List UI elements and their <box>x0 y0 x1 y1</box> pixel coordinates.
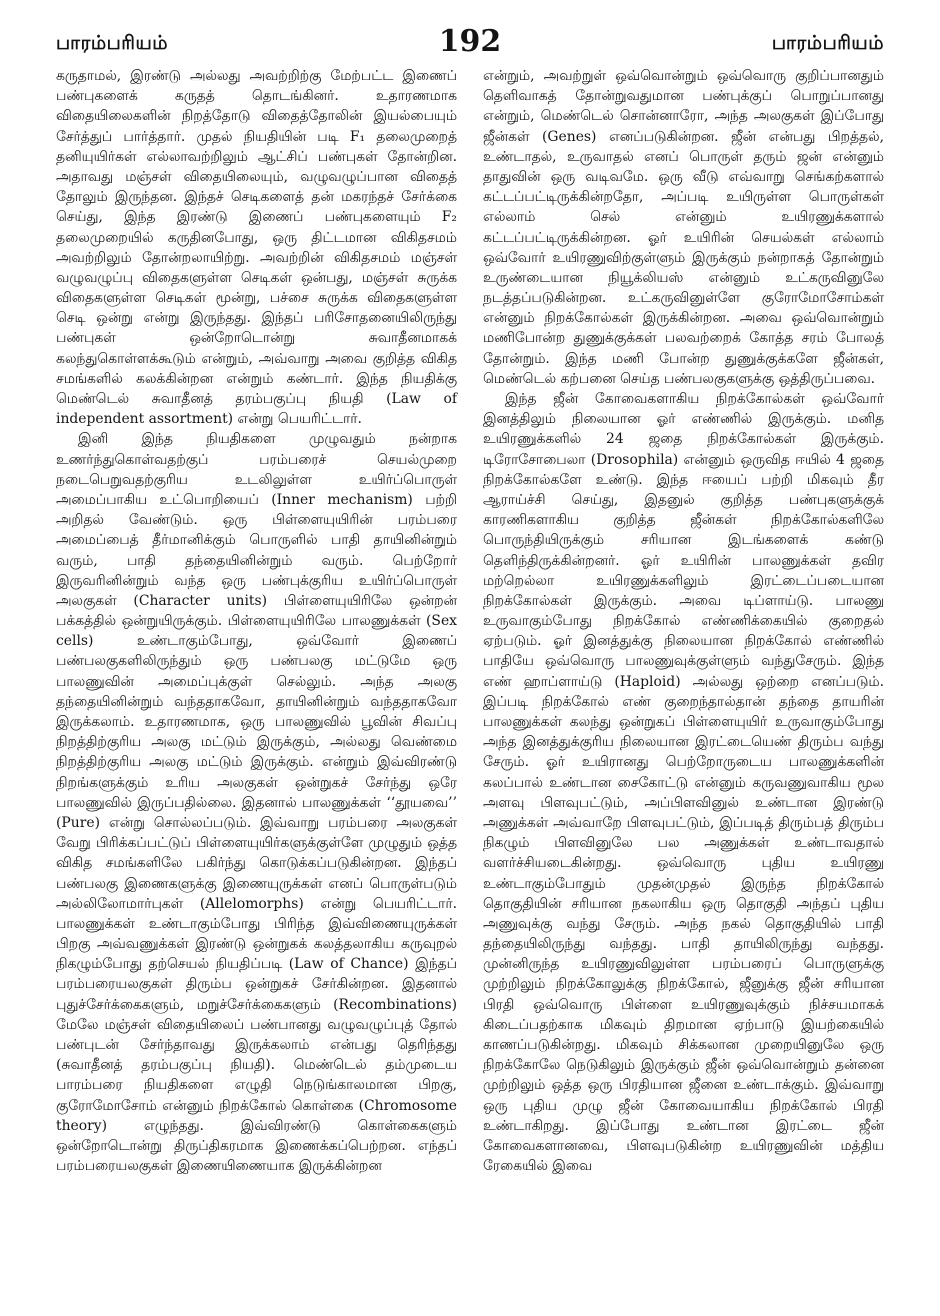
left-column <box>56 66 457 1176</box>
page-number: 192 <box>438 24 502 59</box>
running-title-right: பாரம்பரியம் <box>771 32 884 54</box>
paragraph-right-2: இந்த ஜீன் கோவைகளாகிய நிறக்கோல்கள் ஒவ்வோர் இனத்திலும் நிலையான ஓர் எண்ணில் இருக்கும். மனித உயிரணுக்களில் 24 ஜதை நிறக்கோல்கள் இருக்கும். டிரோசோபைலா (Drosophila) என்னும் ஒருவித ஈயில் 4 ஜதை நிறக்கோல்களே உண்டு. இந்த ஈயைப் பற்றி மிகவும் தீர ஆராய்ச்சி செய்து, இதனுல் குறித்த பண்புகளுக்குக் காரணிகளாகிய குறித்த ஜீன்கள் நிறக்கோல்களிலே பொருந்தியிருக்கும் சரியான இடங்களைக் கண்டு தெளிந்திருக்கின்றனர். ஓர் உயிரின் பாலணுக்கள் தவிர மற்றெல்லா உயிரணுக்களிலும் இரட்டைப்படையான நிறக்கோல்கள் இருக்கும். அவை டிப்ளாய்டு. பாலணு உருவாகும்போது நிறக்கோல் எண்ணிக்கையில் குறைதல் ஏற்படும். ஓர் இனத்துக்கு நிலையான நிறக்கோல் எண்ணில் பாதியே ஒவ்வொரு பாலணுவுக்குள்ளும் வந்துசேரும். இந்த எண் ஹாப்ளாய்டு (Haploid) அல்லது ஒற்றை எனப்படும். இப்படி நிறக்கோல் எண் குறைந்தால்தான் தந்தை தாயரின் பாலணுக்கள் கலந்து ஒன்றுகப் பிள்ளையுயிர் உருவாகும்போது அந்த இனத்துக்குரிய நிலையான இரட்டையெண் திரும்ப வந்து சேரும். ஓர் உயிரானது பெற்றோருடைய பாலணுக்களின் கலப்பால் உண்டான சைகோட்டு என்னும் கருவணுவாகிய மூல அளவு பிளவுபட்டும், அப்பிளவினுல் உண்டான இரண்டு அணுக்கள் அவ்வாறே பிளவுபட்டும், இப்படித் திரும்பத் திரும்ப நிகழும் பிளவினுலே பல அணுக்கள் உண்டாவதால் வளர்ச்சியடைகின்றது. ஒவ்வொரு புதிய உயிரணு உண்டாகும்போதும் முதன்முதல் இருந்த நிறக்கோல் தொகுதியின் சரியான நகலாகிய ஒரு தொகுதி அந்தப் புதிய அணுவுக்கு வந்து சேரும். அந்த நகல் தொகுதியில் பாதி தந்தையிலிருந்து வந்தது. பாதி தாயிலிருந்து வந்தது. முன்னிருந்த உயிரணுவிலுள்ள பரம்பரைப் பொருளுக்கு முற்றிலும் நிறக்கோலுக்கு நிறக்கோல், ஜீனுக்கு ஜீன் சரியான பிரதி ஒவ்வொரு பிள்ளை உயிரணுவுக்கும் நிச்சயமாகக் கிடைப்பதற்காக மிகவும் திறமான ஏற்பாடு இயற்கையில் காணப்படுகின்றது. மிகவும் சிக்கலான முறையினுலே ஒரு நிறக்கோலே நெடுகிலும் இருக்கும் ஜீன் ஒவ்வொன்றும் தன்னை முற்றிலும் ஒத்த ஒரு பிரதியான ஜீனை உண்டாக்கும். இவ்வாறு ஒரு புதிய முழு ஜீன் கோவையாகிய நிறக்கோல் பிரதி உண்டாகிறது. இப்போது உண்டான இரட்டை ஜீன் கோவைகளானவை, பிளவுபடுகின்ற உயிரணுவின் மத்திய ரேகையில் இவை <box>483 391 884 1175</box>
paragraph-left-2: இனி இந்த நியதிகளை முழுவதும் நன்றாக உணர்ந்துகொள்வதற்குப் பரம்பரைச் செயல்முறை நடைபெறுவதற்குரிய உடலிலுள்ள உயிர்ப்பொருள் அமைப்பாகிய உட்பொறியைப் (Inner mechanism) பற்றி அறிதல் வேண்டும். ஒரு பிள்ளையுயிரின் பரம்பரை அமைப்பைத் தீர்மானிக்கும் பொருளில் பாதி தாயினின்றும் வரும், பாதி தந்தையினின்றும் வரும். பெற்றோர் இருவரினின்றும் வந்த ஒரு பண்புக்குரிய உயிர்ப்பொருள் அலகுகள் (Character units) பிள்ளையுயிரிலே ஒன்றன் பக்கத்தில் ஒன்றுயிருக்கும். பிள்ளையுயிரிலே பாலணுக்கள் (Sex cells) உண்டாகும்போது, ஒவ்வோர் இணைப் பண்பலகுகளிலிருந்தும் ஒரு பண்பலகு மட்டுமே ஒரு பாலணுவின் அமைப்புக்குள் செல்லும். அந்த அலகு தந்தையினின்றும் வந்ததாகவோ, தாயினின்றும் வந்ததாகவோ இருக்கலாம். உதாரணமாக, ஒரு பாலணுவில் பூவின் சிவப்பு நிறத்திற்குரிய அலகு மட்டும் இருக்கும், அல்லது வெண்மை நிறத்திற்குரிய அலகு மட்டும் இருக்கும். என்றும் இவ்விரண்டு நிறங்களுக்கும் உரிய அலகுகள் ஒன்றுகச் சேர்ந்து ஒரே பாலணுவில் இருப்பதில்லை. இதனால் பாலணுக்கள் ‘‘தூயவை’’ (Pure) என்று சொல்லப்படும். இவ்வாறு பரம்பரை அலகுகள் வேறு பிரிக்கப்பட்டுப் பிள்ளையுயிர்களுக்குள்ளே முழுதும் ஒத்த விகித சமங்களிலே பகிர்ந்து கொடுக்கப்படுகின்றன. இந்தப் பண்பலகு இணைகளுக்கு இணையுருக்கள் எனப் பொருள்படும் அல்லிலோமார்புகள் (Allelomorphs) என்று பெயரிட்டார். பாலணுக்கள் உண்டாகும்போது பிரிந்த இவ்விணையுருக்கள் பிறகு அவ்வணுக்கள் இரண்டு ஒன்றுகக் கலத்தலாகிய கருவுறல் நிகழும்போது தற்செயல் நியதிப்படி (Law of Chance) இந்தப் பரம்பரையலகுகள் திரும்ப ஒன்றுகச் சேர்கின்றன. இதனால் புதுச்சேர்க்கைகளும், மறுச்சேர்க்கைகளும் (Recombinations) மேலே மஞ்சள் விதையிலைப் பண்பானது வழுவழுப்புத் தோல் பண்புடன் சேர்ந்தாவது இருக்கலாம் என்பது தெரிந்தது (சுவாதீனத் தரம்பகுப்பு நியதி). மெண்டெல் தம்முடைய பாரம்பரை நியதிகளை எழுதி நெடுங்காலமான பிறகு, குரோமோசோம் என்னும் நிறக்கோல் கொள்கை (Chromosome theory) எழுந்தது. இவ்விரண்டு கொள்கைகளும் ஒன்றோடொன்று திருப்திகரமாக இணைக்கப்பெற்றன. எந்தப் பரம்பரையலகுகள் இணையிணையாக இருக்கின்றன <box>56 431 457 1175</box>
paragraph-left-1: கருதாமல், இரண்டு அல்லது அவற்றிற்கு மேற்பட்ட இணைப் பண்புகளைக் கருதத் தொடங்கினர். உதாரணமாக விதையிலைகளின் நிறத்தோடு விதைத்தோலின் இயல்பையும் சேர்த்துப் பார்த்தார். முதல் நியதியின் படி F₁ தலைமுறைத் தனியுயிர்கள் எல்லாவற்றிலும் ஆட்சிப் பண்புகள் தோன்றின. அதாவது மஞ்சள் விதையிலையும், வழுவழுப்பான விதைத் தோலும் இருந்தன. இந்தச் செடிகளைத் தன் மகரந்தச் சேர்க்கை செய்து, இந்த இரண்டு இணைப் பண்புகளையும் F₂ தலைமுறையில் கருதினபோது, ஒரு திட்டமான விகிதசமம் அவற்றிலும் தோன்றலாயிற்று. அவற்றின் விகிதசமம் மஞ்சள் வழுவழுப்பு விதைகளுள்ள செடிகள் ஒன்பது, மஞ்சள் சுருக்க விதைகளுள்ள செடிகள் மூன்று, பச்சை சுருக்க விதைகளுள்ள செடி ஒன்று என்று இருந்தது. இந்தப் பரிசோதனையிலிருந்து பண்புகள் ஒன்றோடொன்று சுவாதீனமாகக் கலந்துகொள்ளக்கூடும் என்றும், அவ்வாறு அவை குறித்த விகித சமங்களில் கலக்கின்றன என்றும் கண்டார். இந்த நியதிக்கு மெண்டெல் சுவாதீனத் தரம்பகுப்பு நியதி (Law of independent assortment) என்று பெயரிட்டார். <box>56 68 457 428</box>
page-header <box>56 10 884 66</box>
running-title-left: பாரம்பரியம் <box>56 32 169 54</box>
text-columns <box>56 66 884 1176</box>
paragraph-right-1: என்றும், அவற்றுள் ஒவ்வொன்றும் ஒவ்வொரு குறிப்பானதும் தெளிவாகத் தோன்றுவதுமான பண்புக்குப் பொறுப்பானது என்றும், மெண்டெல் சொன்னாரோ, அந்த அலகுகள் இப்போது ஜீன்கள் (Genes) எனப்படுகின்றன. ஜீன் என்பது பிறத்தல், உண்டாதல், உருவாதல் எனப் பொருள் தரும் ஜன் என்னும் தாதுவின் ஒரு வடிவமே. ஒரு வீடு எவ்வாறு செங்கற்களால் கட்டப்பட்டிருக்கின்றதோ, அப்படி உயிருள்ள பொருள்கள் எல்லாம் செல் என்னும் உயிரணுக்களால் கட்டப்பட்டிருக்கின்றன. ஓர் உயிரின் செயல்கள் எல்லாம் ஒவ்வோர் உயிரணுவிற்குள்ளும் இருக்கும் நன்றாகத் தோன்றும் உருண்டையான நியூக்லியஸ் என்னும் உட்கருவினுலே நடத்தப்படுகின்றன. உட்கருவினுள்ளே குரோமோசோம்கள் என்னும் நிறக்கோல்கள் இருக்கின்றன. அவை ஒவ்வொன்றும் மணிபோன்ற துணுக்குக்கள் பலவற்றைக் கோத்த சரம் போலத் தோன்றும். இந்த மணி போன்ற துணுக்குக்களே ஜீன்கள், மெண்டெல் கற்பனை செய்த பண்பலகுகளுக்கு ஒத்திருப்பவை. <box>483 68 884 387</box>
right-column <box>483 66 884 1176</box>
